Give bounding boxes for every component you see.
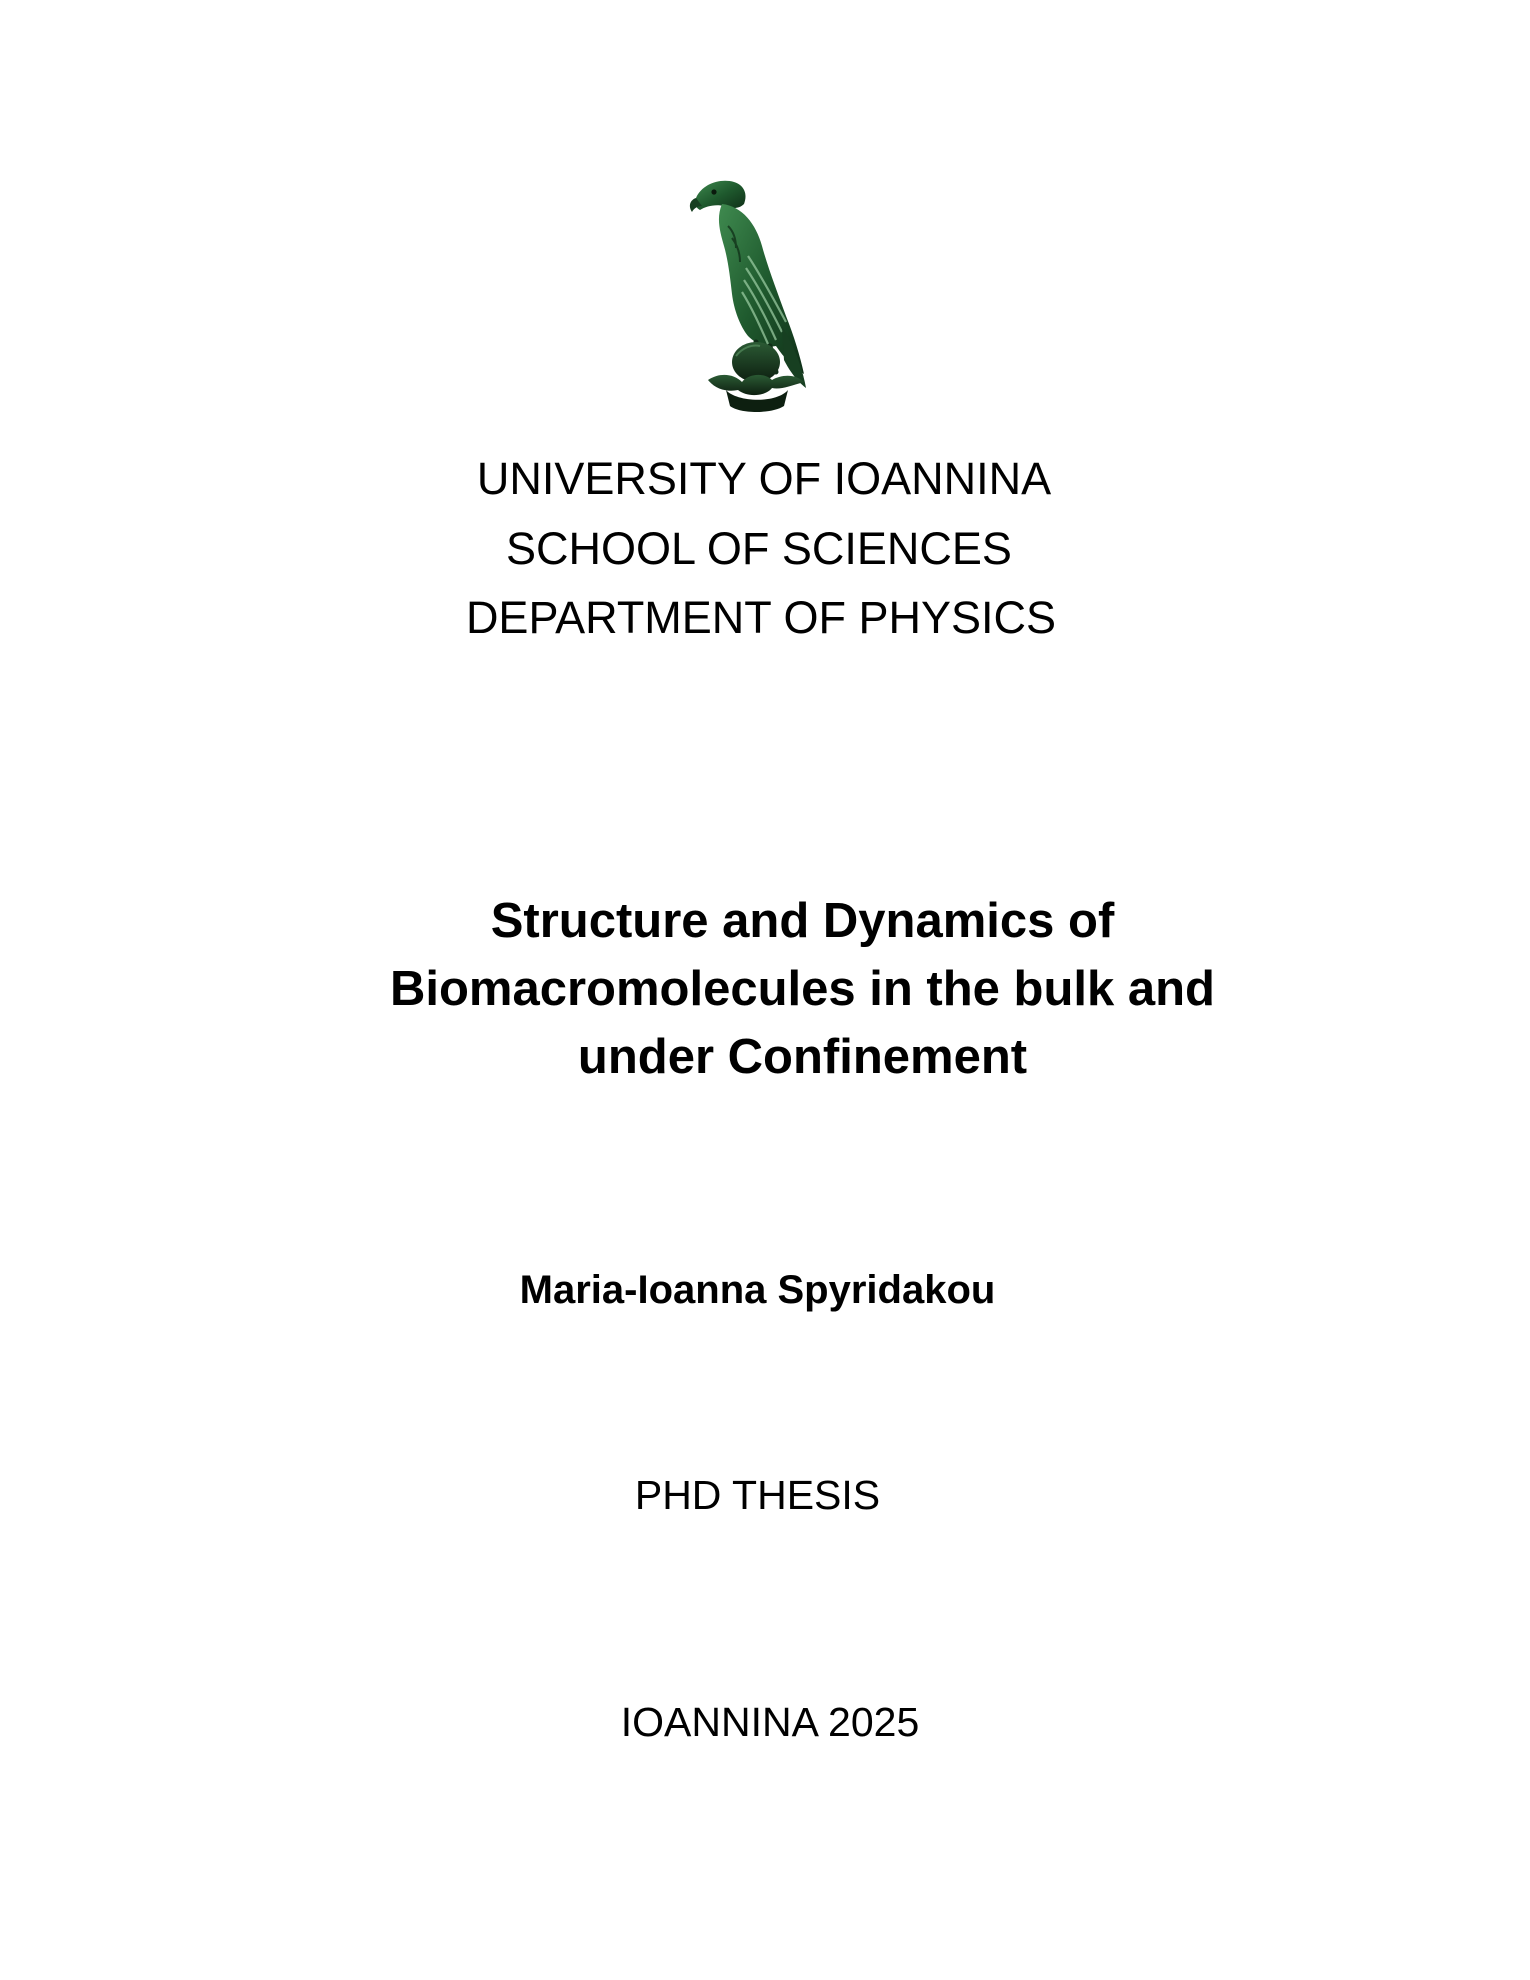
department-name: DEPARTMENT OF PHYSICS	[465, 592, 1057, 643]
thesis-title-line: Biomacromolecules in the bulk and	[389, 962, 1215, 1016]
university-name: UNIVERSITY OF IOANNINA	[476, 453, 1052, 504]
thesis-title-line: under Confinement	[577, 1030, 1028, 1084]
thesis-title-line: Structure and Dynamics of	[490, 894, 1115, 948]
author-name: Maria-Ioanna Spyridakou	[519, 1268, 996, 1312]
university-emblem-eagle-icon	[686, 176, 826, 414]
place-and-year: IOANNINA 2025	[620, 1699, 920, 1745]
degree-label: PHD THESIS	[634, 1472, 881, 1518]
thesis-title	[0, 887, 1530, 1091]
school-name: SCHOOL OF SCIENCES	[506, 523, 1012, 574]
